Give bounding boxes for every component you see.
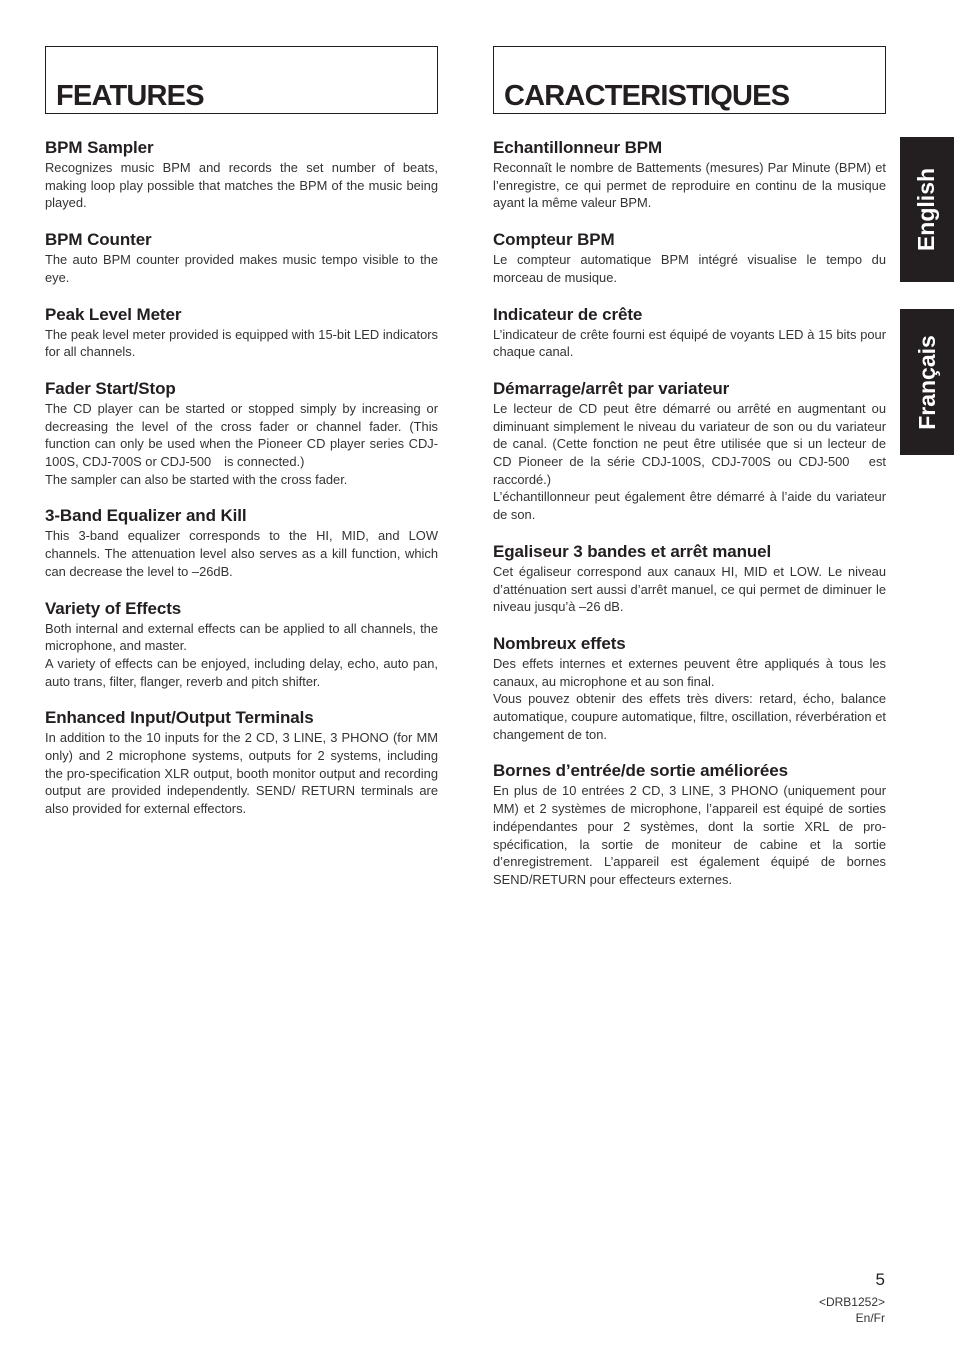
section-heading: Bornes d’entrée/de sortie améliorées xyxy=(493,761,788,781)
section-paragraph: Le compteur automatique BPM intégré visualise le tempo du morceau de musique. xyxy=(493,252,886,285)
feature-section xyxy=(493,305,886,361)
feature-section xyxy=(493,761,886,888)
section-heading: Variety of Effects xyxy=(45,598,182,618)
section-heading: Démarrage/arrêt par variateur xyxy=(493,378,730,398)
section-paragraph: Le lecteur de CD peut être démarré ou arrêté en augmentant ou diminuant simplement le niveau du variateur de son ou du variateur de canal. (Cette fonction ne peut être utilisée que si un lecteur de CD Pioneer de la série CDJ-100S, CDJ-700S ou CDJ-500 est raccordé.) xyxy=(493,400,886,487)
section-paragraph: Cet égaliseur correspond aux canaux HI, MID et LOW. Le niveau d’atténuation sert aussi d’arrêt manuel, ce qui permet de diminuer le niveau jusqu’à –26 dB. xyxy=(493,563,886,615)
features-title: FEATURES xyxy=(56,80,204,112)
section-paragraph: Reconnaît le nombre de Battements (mesures) Par Minute (BPM) et l’enregistre, ce qui permet de reproduire en continu de la musique ayant la même valeur BPM. xyxy=(493,160,886,211)
feature-section xyxy=(45,506,438,580)
section-paragraph: L’indicateur de crête fourni est équipé de voyants LED à 15 bits pour chaque canal. xyxy=(493,326,886,360)
section-heading: Enhanced Input/Output Terminals xyxy=(45,708,314,728)
section-paragraph: In addition to the 10 inputs for the 2 CD, 3 LINE, 3 PHONO (for MM only) and 2 microphone systems, outputs for 2 systems, including the pro-specification XLR output, booth monitor output and recording output are provided independently. SEND/ RETURN terminals are also provided for external effectors. xyxy=(45,730,438,817)
section-heading: Egaliseur 3 bandes et arrêt manuel xyxy=(493,541,772,561)
section-heading: BPM Sampler xyxy=(45,138,154,157)
french-column xyxy=(493,46,886,907)
language-tab-english xyxy=(900,137,954,282)
document-code xyxy=(819,1294,885,1326)
section-paragraph: The CD player can be started or stopped simply by increasing or decreasing the level of the cross fader or channel fader. (This function can only be used when the Pioneer CD player series CDJ-100S, CDJ-700S or CDJ-500 is connected.) xyxy=(45,400,438,470)
section-heading: Nombreux effets xyxy=(493,633,626,653)
section-heading: Peak Level Meter xyxy=(45,304,182,324)
section-paragraph: A variety of effects can be enjoyed, including delay, echo, auto pan, auto trans, filter, flanger, reverb and pitch shifter. xyxy=(45,655,438,689)
caracteristiques-title: CARACTERISTIQUES xyxy=(504,80,790,112)
feature-section xyxy=(493,379,886,524)
section-paragraph: The sampler can also be started with the cross fader. xyxy=(45,471,348,487)
feature-section xyxy=(493,138,886,212)
feature-section xyxy=(493,542,886,616)
section-paragraph: The peak level meter provided is equipped with 15-bit LED indicators for all channels. xyxy=(45,326,438,360)
language-tab-english-label: English xyxy=(913,167,940,252)
document-code-number: <DRB1252> xyxy=(818,1295,885,1309)
section-paragraph: Both internal and external effects can be applied to all channels, the microphone, and master. xyxy=(45,620,438,654)
section-heading: Indicateur de crête xyxy=(493,304,643,324)
features-title-box xyxy=(45,46,438,114)
section-paragraph: This 3-band equalizer corresponds to the HI, MID, and LOW channels. The attenuation level also serves as a kill function, which can decrease the level to –26dB. xyxy=(45,528,438,579)
language-tab-french xyxy=(900,309,954,455)
french-sections xyxy=(493,138,886,889)
page-number: 5 xyxy=(875,1270,885,1289)
feature-section xyxy=(493,634,886,744)
language-tab-french-label: Français xyxy=(913,334,940,430)
section-paragraph: L’échantillonneur peut également être démarré à l’aide du variateur de son. xyxy=(493,489,886,523)
section-paragraph: The auto BPM counter provided makes music tempo visible to the eye. xyxy=(45,252,438,285)
english-column xyxy=(45,46,438,836)
feature-section xyxy=(45,230,438,286)
feature-section xyxy=(45,599,438,691)
feature-section xyxy=(45,708,438,818)
feature-section xyxy=(45,379,438,489)
english-sections xyxy=(45,138,438,818)
feature-section xyxy=(493,230,886,286)
section-paragraph: Recognizes music BPM and records the set number of beats, making loop play possible that matches the BPM of the music being played. xyxy=(45,160,438,211)
section-heading: Compteur BPM xyxy=(493,230,615,250)
section-heading: Echantillonneur BPM xyxy=(493,138,663,157)
section-paragraph: Vous pouvez obtenir des effets très divers: retard, écho, balance automatique, coupure automatique, filtre, oscillation, réverbération et changement de ton. xyxy=(493,691,886,742)
caracteristiques-title-box xyxy=(493,46,886,114)
feature-section xyxy=(45,138,438,212)
section-paragraph: Des effets internes et externes peuvent être appliqués à tous les canaux, au microphone et au son final. xyxy=(493,655,886,689)
section-heading: Fader Start/Stop xyxy=(45,378,176,398)
feature-section xyxy=(45,305,438,361)
section-heading: 3-Band Equalizer and Kill xyxy=(45,506,247,526)
section-heading: BPM Counter xyxy=(45,230,152,250)
document-code-language: En/Fr xyxy=(855,1311,885,1325)
section-paragraph: En plus de 10 entrées 2 CD, 3 LINE, 3 PHONO (uniquement pour MM) et 2 systèmes de microphone, l’appareil est équipé de sorties indépendantes pour 2 systèmes, dont la sortie XRL de pro-spécification, la sortie de moniteur de cabine et la sortie d’enregistrement. L’appareil est également équipé de bornes SEND/RETURN pour effecteurs externes. xyxy=(493,783,886,887)
